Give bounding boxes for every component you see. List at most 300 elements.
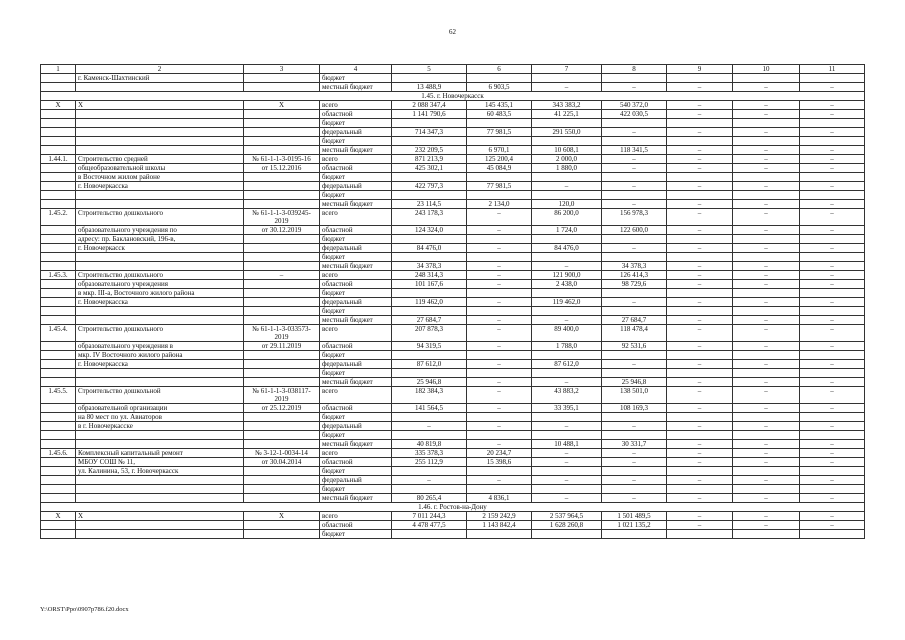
table-cell	[392, 253, 467, 262]
table-cell: –	[392, 422, 467, 431]
table-cell	[733, 137, 800, 146]
table-cell: 119 462,0	[392, 298, 467, 307]
table-cell	[667, 173, 733, 182]
table-cell	[667, 191, 733, 200]
table-cell	[244, 307, 320, 316]
table-cell: Строительство дошкольного	[76, 209, 244, 226]
table-cell: –	[733, 521, 800, 530]
table-cell: –	[467, 360, 532, 369]
table-cell: –	[392, 476, 467, 485]
table-cell: –	[733, 280, 800, 289]
table-cell: 121 900,0	[532, 271, 602, 280]
table-cell	[244, 289, 320, 298]
table-cell: 1.45.6.	[41, 449, 76, 458]
table-cell	[392, 74, 467, 83]
table-cell	[667, 369, 733, 378]
table-cell: 13 488,9	[392, 83, 467, 92]
table-cell: федеральный	[320, 244, 392, 253]
table-cell: –	[800, 387, 865, 404]
table-row	[41, 209, 865, 226]
table-cell: 2 159 242,9	[467, 512, 532, 521]
table-cell	[76, 530, 244, 539]
table-cell: –	[667, 378, 733, 387]
table-cell: 422 797,3	[392, 182, 467, 191]
table-cell	[467, 307, 532, 316]
table-cell: 141 564,5	[392, 404, 467, 413]
table-body	[41, 65, 865, 539]
table-cell	[667, 253, 733, 262]
table-cell: –	[733, 325, 800, 342]
table-cell: от 15.12.2016	[244, 164, 320, 173]
table-cell	[76, 200, 244, 209]
table-cell	[602, 431, 667, 440]
table-row	[41, 440, 865, 449]
table-cell: 7 011 244,3	[392, 512, 467, 521]
table-cell: X	[41, 512, 76, 521]
table-cell: 1 724,0	[532, 226, 602, 235]
table-cell	[800, 253, 865, 262]
table-cell: 10 488,1	[532, 440, 602, 449]
table-cell	[467, 413, 532, 422]
table-cell	[76, 83, 244, 92]
table-cell	[800, 431, 865, 440]
table-cell	[602, 235, 667, 244]
table-cell: –	[602, 360, 667, 369]
table-cell	[467, 351, 532, 360]
table-cell: –	[667, 449, 733, 458]
table-cell: бюджет	[320, 530, 392, 539]
table-cell: 25 946,8	[392, 378, 467, 387]
table-cell: –	[602, 164, 667, 173]
table-row	[41, 422, 865, 431]
table-cell: 34 378,3	[602, 262, 667, 271]
table-cell	[467, 431, 532, 440]
table-cell	[41, 137, 76, 146]
table-cell	[532, 369, 602, 378]
table-cell: местный бюджет	[320, 440, 392, 449]
table-cell: всего	[320, 155, 392, 164]
table-cell	[667, 289, 733, 298]
table-cell: –	[667, 325, 733, 342]
table-cell: 30 331,7	[602, 440, 667, 449]
table-cell	[467, 369, 532, 378]
table-cell: –	[667, 101, 733, 110]
table-row	[41, 404, 865, 413]
table-cell: –	[800, 422, 865, 431]
table-cell	[467, 173, 532, 182]
table-cell: образовательной организации	[76, 404, 244, 413]
table-row	[41, 307, 865, 316]
table-cell	[800, 173, 865, 182]
table-cell	[76, 128, 244, 137]
table-cell	[244, 476, 320, 485]
table-cell: адресу: пр. Баклановский, 196-в,	[76, 235, 244, 244]
table-cell	[76, 110, 244, 119]
table-cell: № 3-12-1-0034-14	[244, 449, 320, 458]
table-cell	[532, 191, 602, 200]
table-cell	[392, 530, 467, 539]
table-cell: –	[733, 494, 800, 503]
table-cell	[800, 351, 865, 360]
table-cell	[733, 485, 800, 494]
table-cell: –	[733, 387, 800, 404]
table-cell	[41, 182, 76, 191]
table-cell: –	[800, 404, 865, 413]
table-cell: –	[667, 110, 733, 119]
table-cell	[41, 342, 76, 351]
table-cell	[532, 74, 602, 83]
table-cell	[41, 74, 76, 83]
table-cell: бюджет	[320, 485, 392, 494]
table-cell	[667, 119, 733, 128]
table-cell: 232 209,5	[392, 146, 467, 155]
table-cell: –	[532, 316, 602, 325]
table-cell	[41, 280, 76, 289]
table-cell: 87 612,0	[392, 360, 467, 369]
table-cell: –	[667, 280, 733, 289]
table-cell	[467, 137, 532, 146]
table-cell	[41, 307, 76, 316]
table-cell	[733, 530, 800, 539]
table-cell: бюджет	[320, 413, 392, 422]
table-cell: –	[667, 404, 733, 413]
table-cell: бюджет	[320, 191, 392, 200]
table-cell	[41, 413, 76, 422]
table-cell: –	[733, 449, 800, 458]
table-cell: федеральный	[320, 476, 392, 485]
table-row	[41, 200, 865, 209]
table-cell	[602, 467, 667, 476]
table-cell: –	[733, 378, 800, 387]
table-cell: 118 341,5	[602, 146, 667, 155]
table-cell: –	[667, 128, 733, 137]
table-cell	[602, 253, 667, 262]
table-row	[41, 485, 865, 494]
table-cell: –	[602, 458, 667, 467]
table-cell: 86 200,0	[532, 209, 602, 226]
table-cell: –	[733, 83, 800, 92]
table-cell: –	[800, 325, 865, 342]
table-cell: –	[467, 342, 532, 351]
table-cell: –	[467, 422, 532, 431]
table-cell: –	[733, 101, 800, 110]
column-header: 2	[76, 65, 244, 74]
table-cell: 124 324,0	[392, 226, 467, 235]
table-cell	[800, 119, 865, 128]
table-cell: –	[800, 110, 865, 119]
table-cell: –	[733, 182, 800, 191]
table-cell	[244, 244, 320, 253]
column-header: 5	[392, 65, 467, 74]
table-cell	[41, 244, 76, 253]
table-cell	[41, 316, 76, 325]
table-cell: областной	[320, 280, 392, 289]
table-cell: –	[602, 494, 667, 503]
table-cell	[41, 235, 76, 244]
table-cell: –	[467, 226, 532, 235]
table-cell	[392, 307, 467, 316]
table-cell: –	[467, 325, 532, 342]
table-cell: № 61-1-1-3-033573-2019	[244, 325, 320, 342]
table-cell: 6 970,1	[467, 146, 532, 155]
table-cell: всего	[320, 325, 392, 342]
table-cell: –	[467, 271, 532, 280]
table-cell	[733, 431, 800, 440]
table-cell	[244, 137, 320, 146]
table-cell: всего	[320, 449, 392, 458]
table-cell: –	[602, 298, 667, 307]
table-cell	[244, 316, 320, 325]
table-cell	[733, 173, 800, 182]
table-row	[41, 476, 865, 485]
table-cell	[532, 467, 602, 476]
table-cell: 138 501,0	[602, 387, 667, 404]
table-row	[41, 119, 865, 128]
table-cell: –	[800, 494, 865, 503]
table-cell: 425 302,1	[392, 164, 467, 173]
table-cell: г. Новочеркасска	[76, 182, 244, 191]
table-cell: 1 628 260,8	[532, 521, 602, 530]
column-header: 7	[532, 65, 602, 74]
table-cell	[244, 280, 320, 289]
table-cell: федеральный	[320, 422, 392, 431]
table-cell: –	[667, 512, 733, 521]
table-cell: –	[800, 128, 865, 137]
table-cell: областной	[320, 342, 392, 351]
table-cell: областной	[320, 164, 392, 173]
table-cell	[76, 307, 244, 316]
table-row	[41, 298, 865, 307]
table-cell: 27 684,7	[602, 316, 667, 325]
table-cell: бюджет	[320, 74, 392, 83]
table-cell: от 29.11.2019	[244, 342, 320, 351]
table-cell	[602, 74, 667, 83]
table-cell: 126 414,3	[602, 271, 667, 280]
table-row	[41, 182, 865, 191]
table-row	[41, 449, 865, 458]
table-cell	[41, 521, 76, 530]
table-row	[41, 316, 865, 325]
table-cell	[733, 253, 800, 262]
budget-table	[40, 64, 865, 539]
table-cell: № 61-1-1-3-0195-16	[244, 155, 320, 164]
table-cell: 15 398,6	[467, 458, 532, 467]
table-cell: Строительство средней	[76, 155, 244, 164]
table-cell	[667, 467, 733, 476]
table-cell	[467, 74, 532, 83]
table-cell: областной	[320, 458, 392, 467]
table-cell	[532, 530, 602, 539]
table-cell: –	[800, 280, 865, 289]
table-cell: 1 880,0	[532, 164, 602, 173]
table-cell: 2 537 964,5	[532, 512, 602, 521]
table-cell: федеральный	[320, 128, 392, 137]
table-cell: –	[667, 209, 733, 226]
table-cell	[467, 467, 532, 476]
table-cell	[392, 369, 467, 378]
table-cell	[392, 431, 467, 440]
table-cell	[667, 137, 733, 146]
table-cell: 1 788,0	[532, 342, 602, 351]
table-cell	[532, 413, 602, 422]
table-cell: –	[733, 360, 800, 369]
table-cell	[76, 440, 244, 449]
table-cell	[733, 351, 800, 360]
table-cell: –	[667, 298, 733, 307]
table-cell: в Восточном жилом районе	[76, 173, 244, 182]
table-cell	[244, 360, 320, 369]
table-cell: от 30.04.2014	[244, 458, 320, 467]
table-cell: местный бюджет	[320, 494, 392, 503]
table-cell	[667, 431, 733, 440]
table-cell: 4 836,1	[467, 494, 532, 503]
table-cell: общеобразовательной школы	[76, 164, 244, 173]
table-cell: –	[800, 262, 865, 271]
table-cell: 343 383,2	[532, 101, 602, 110]
table-cell	[244, 369, 320, 378]
table-cell	[244, 110, 320, 119]
table-cell	[392, 119, 467, 128]
table-cell	[76, 191, 244, 200]
table-cell	[532, 485, 602, 494]
table-cell	[76, 369, 244, 378]
table-cell	[76, 494, 244, 503]
table-cell	[244, 182, 320, 191]
table-cell	[602, 173, 667, 182]
table-cell: бюджет	[320, 119, 392, 128]
table-cell: 80 265,4	[392, 494, 467, 503]
table-row	[41, 110, 865, 119]
table-cell: бюджет	[320, 137, 392, 146]
table-cell: 23 114,5	[392, 200, 467, 209]
table-cell: 182 384,3	[392, 387, 467, 404]
table-cell: –	[800, 512, 865, 521]
table-cell: –	[667, 83, 733, 92]
table-cell: 60 483,5	[467, 110, 532, 119]
table-cell: –	[800, 200, 865, 209]
table-cell	[41, 164, 76, 173]
table-cell: –	[733, 110, 800, 119]
table-cell: –	[467, 404, 532, 413]
table-cell: X	[41, 101, 76, 110]
table-cell: 89 400,0	[532, 325, 602, 342]
column-header: 9	[667, 65, 733, 74]
table-cell	[667, 413, 733, 422]
table-cell: 94 319,5	[392, 342, 467, 351]
table-cell: 77 981,5	[467, 182, 532, 191]
table-cell	[244, 378, 320, 387]
table-cell: г. Новочеркасска	[76, 360, 244, 369]
section-title: 1.46. г. Ростов-на-Дону	[41, 503, 865, 512]
table-cell: –	[667, 521, 733, 530]
table-cell: –	[667, 342, 733, 351]
table-cell: 2 000,0	[532, 155, 602, 164]
table-cell: –	[667, 226, 733, 235]
table-cell: –	[733, 342, 800, 351]
table-cell: –	[667, 387, 733, 404]
table-cell: –	[733, 458, 800, 467]
table-cell: –	[532, 262, 602, 271]
table-cell: 34 378,3	[392, 262, 467, 271]
table-cell: 84 476,0	[392, 244, 467, 253]
table-cell: –	[733, 146, 800, 155]
table-cell	[392, 289, 467, 298]
table-cell	[41, 440, 76, 449]
table-cell	[392, 351, 467, 360]
table-row	[41, 101, 865, 110]
table-cell	[733, 119, 800, 128]
table-cell	[76, 253, 244, 262]
table-cell: 291 550,0	[532, 128, 602, 137]
table-cell	[76, 119, 244, 128]
table-cell: на 80 мест по ул. Авиаторов	[76, 413, 244, 422]
table-row	[41, 191, 865, 200]
table-row	[41, 164, 865, 173]
table-cell: местный бюджет	[320, 262, 392, 271]
table-cell	[392, 467, 467, 476]
table-cell: –	[800, 182, 865, 191]
table-cell: 6 903,5	[467, 83, 532, 92]
table-cell: всего	[320, 271, 392, 280]
table-cell: –	[733, 209, 800, 226]
table-cell	[41, 530, 76, 539]
table-cell: –	[532, 83, 602, 92]
table-cell: 98 729,6	[602, 280, 667, 289]
table-cell: федеральный	[320, 360, 392, 369]
table-cell: 122 600,0	[602, 226, 667, 235]
table-cell: в мкр. III-а, Восточного жилого района	[76, 289, 244, 298]
table-cell: –	[733, 512, 800, 521]
table-cell	[244, 494, 320, 503]
table-cell	[733, 369, 800, 378]
table-cell	[244, 440, 320, 449]
table-cell	[41, 173, 76, 182]
table-cell	[41, 262, 76, 271]
table-cell: 45 084,9	[467, 164, 532, 173]
table-cell: X	[76, 512, 244, 521]
column-header: 11	[800, 65, 865, 74]
table-cell: № 61-1-1-3-038117-2019	[244, 387, 320, 404]
table-cell: –	[244, 271, 320, 280]
table-cell	[244, 521, 320, 530]
table-cell: от 25.12.2019	[244, 404, 320, 413]
table-cell	[41, 253, 76, 262]
table-cell	[76, 378, 244, 387]
table-cell	[244, 173, 320, 182]
table-cell: –	[467, 262, 532, 271]
table-row	[41, 280, 865, 289]
table-cell: 1.45.3.	[41, 271, 76, 280]
table-cell	[532, 253, 602, 262]
table-cell: г. Каменск-Шахтинский	[76, 74, 244, 83]
table-cell: –	[532, 476, 602, 485]
table-row	[41, 378, 865, 387]
table-cell	[667, 74, 733, 83]
table-cell: 871 213,9	[392, 155, 467, 164]
table-cell: 1 143 842,4	[467, 521, 532, 530]
table-cell: –	[733, 262, 800, 271]
table-cell: от 30.12.2019	[244, 226, 320, 235]
table-cell: 422 030,5	[602, 110, 667, 119]
table-cell: –	[602, 244, 667, 253]
table-cell: 10 608,1	[532, 146, 602, 155]
table-cell	[532, 289, 602, 298]
table-cell	[41, 404, 76, 413]
table-cell: образовательного учреждения по	[76, 226, 244, 235]
table-cell	[602, 289, 667, 298]
table-cell: 1.44.1.	[41, 155, 76, 164]
table-cell	[392, 485, 467, 494]
